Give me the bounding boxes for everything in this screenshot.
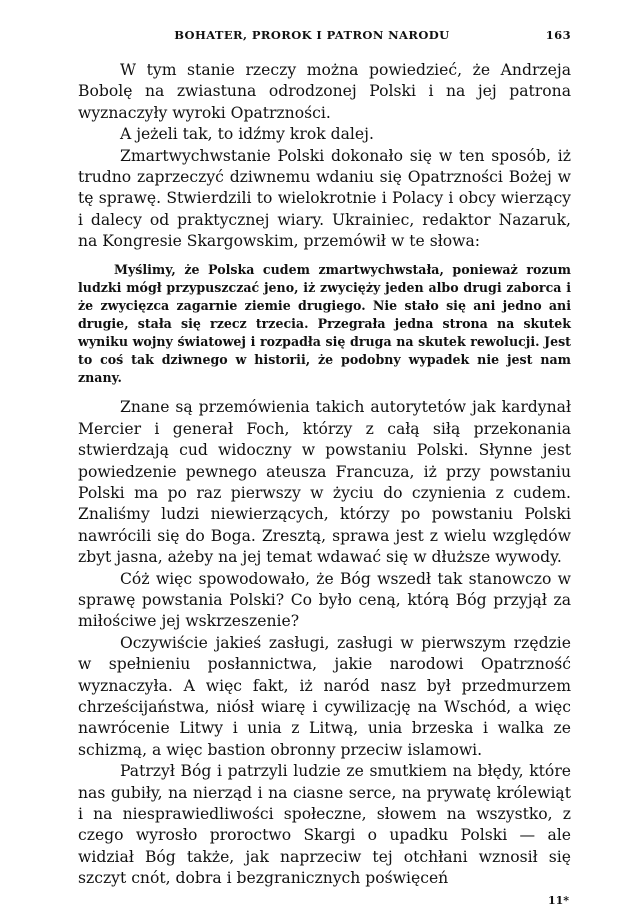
paragraph: Patrzył Bóg i patrzyli ludzie ze smutkiem na błędy, które nas gubiły, na nierząd i na ciasne serce, na prywatę królewiąt i na niesprawiedliwości społeczne, słowem na wszystko, z czego wyrosło proroctwo Skargi o upadku Polski — ale widział Bóg także, jak naprzeciw tej otchłani wznosił się szczyt cnót, dobra i bezgranicznych poświęceń [78,762,571,888]
paragraph: Oczywiście jakieś zasługi, zasługi w pierwszym rzędzie w spełnieniu posłannictwa, jakie narodowi Opatrzność wyznaczyła. A więc fakt, iż naród nasz był przedmurzem chrześcijaństwa, niósł wiarę i cywilizację na Wschód, a więc nawrócenie Litwy i unia z Litwą, unia brzeska i walka ze schizmą, a więc bastion obronny przeciw islamowi. [78,633,571,759]
paragraph: Cóż więc spowodowało, że Bóg wszedł tak stanowczo w sprawę powstania Polski? Co było ceną, którą Bóg przyjął za miłościwe jej wskrzeszenie? [78,569,571,631]
running-title: BOHATER, PROROK I PATRON NARODU [174,28,450,42]
paragraph: Znane są przemówienia takich autorytetów jak kardynał Mercier i generał Foch, którzy z całą siłą przekonania stwierdzają cud widoczny w powstaniu Polski. Słynne jest powiedzenie pewnego ateusza Francuza, iż przy powstaniu Polski ma po raz pierwszy w życiu do czynienia z cudem. Znaliśmy ludzi niewierzących, którzy po powstaniu Polski nawrócili się do Boga. Zresztą, sprawa jest z wielu względów zbyt jasna, ażeby na jej temat wdawać się w dłuższe wywody. [78,398,571,567]
page-number: 163 [545,28,571,42]
block-quote: Myślimy, że Polska cudem zmartwychwstała, ponieważ rozum ludzki mógł przypuszczać jeno, iż zwycięży jeden albo drugi zaborca i że zwycięzca zagarnie ziemie drugiego. Nie stało się ani jedno ani drugie, stała się rzecz trzecia. Przegrała jedna strona na skutek wyniku wojny światowej i rozpadła się druga na skutek rewolucji. Jest to coś tak dziwnego w historii, że podobny wypadek nie jest nam znany. [78,261,571,386]
paragraph: A jeżeli tak, to idźmy krok dalej. [120,125,374,144]
printer-signature: 11* [547,893,569,907]
paragraph: Zmartwychwstanie Polski dokonało się w ten sposób, iż trudno zaprzeczyć dziwnemu wdaniu się Opatrzności Bożej w tę sprawę. Stwierdzili to wielokrotnie i Polacy i obcy wierzący i dalecy od praktycznej wiary. Ukrainiec, redaktor Nazaruk, na Kongresie Skargowskim, przemówił w te słowa: [78,146,571,251]
running-header [78,28,571,42]
paragraph: W tym stanie rzeczy można powiedzieć, że Andrzeja Bobolę na zwiastuna odrodzonej Polski i na jej patrona wyznaczyły wyroki Opatrzności. [78,61,571,122]
